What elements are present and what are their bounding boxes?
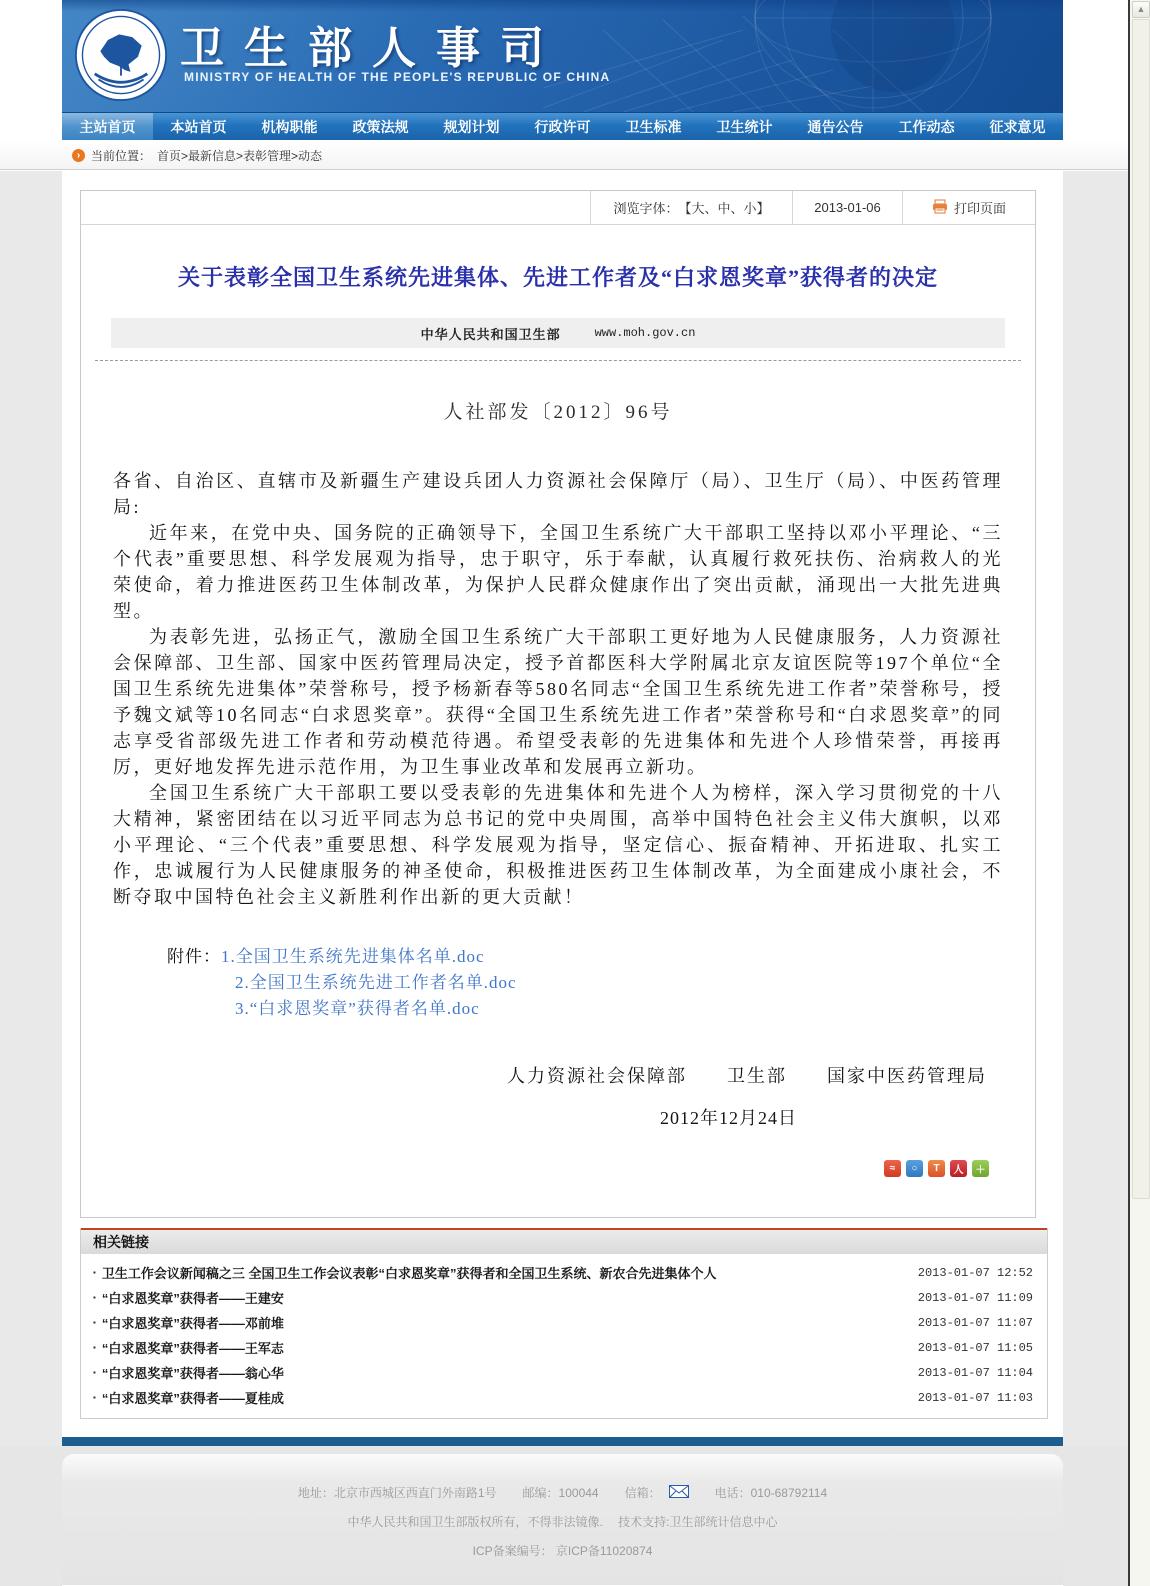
related-link[interactable]: “白求恩奖章”获得者——翁心华	[101, 1366, 284, 1381]
site-header	[62, 0, 1063, 112]
font-size-label: 浏览字体：	[613, 201, 679, 216]
footer-phone: 电话：010-68792114	[714, 1486, 828, 1500]
related-link-datetime: 2013-01-07 11:05	[917, 1340, 1033, 1355]
footer-postcode: 邮编：100044	[522, 1486, 599, 1500]
related-link-row	[91, 1360, 1037, 1385]
article-body	[81, 468, 1035, 910]
footer-icp: ICP备案编号： 京ICP备11020874	[472, 1544, 653, 1558]
related-link[interactable]: “白求恩奖章”获得者——王军志	[101, 1341, 284, 1356]
nav-item-announcements[interactable]: 通告公告	[807, 118, 864, 135]
bottom-divider-bar	[62, 1437, 1063, 1446]
site-subtitle: MINISTRY OF HEALTH OF THE PEOPLE'S REPUBLIC OF CHINA	[184, 70, 611, 84]
document-number: 人社部发〔2012〕96号	[443, 402, 673, 423]
sina-weibo-icon[interactable]: ≈	[884, 1160, 901, 1177]
dashed-divider	[95, 360, 1021, 361]
related-link-datetime: 2013-01-07 11:07	[917, 1315, 1033, 1330]
nav-item-admin-licensing[interactable]: 行政许可	[534, 118, 591, 135]
nav-item-site-home[interactable]: 本站首页	[170, 118, 227, 135]
related-link[interactable]: “白求恩奖章”获得者——邓前堆	[101, 1316, 284, 1331]
nav-item-health-standards[interactable]: 卫生标准	[625, 118, 682, 135]
article-source-bar	[111, 318, 1005, 348]
footer-mailbox-label: 信箱：	[624, 1486, 661, 1500]
article-date: 2013-01-06	[792, 191, 902, 224]
related-link-row	[91, 1385, 1037, 1410]
print-page-label: 打印页面	[953, 201, 1006, 216]
share-bar	[81, 1160, 1035, 1177]
paragraph: 各省、自治区、直辖市及新疆生产建设兵团人力资源社会保障厅（局）、卫生厅（局）、中医药管理局:	[113, 471, 1003, 517]
tencent-weibo-icon[interactable]: T	[928, 1160, 945, 1177]
article-title: 关于表彰全国卫生系统先进集体、先进工作者及“白求恩奖章”获得者的决定	[177, 265, 938, 290]
related-link-datetime: 2013-01-07 11:03	[917, 1390, 1033, 1405]
related-link-row	[91, 1260, 1037, 1285]
share-more-icon[interactable]: ＋	[972, 1160, 989, 1177]
footer-copyright: 中华人民共和国卫生部版权所有，不得非法镜像. 技术支持:卫生部统计信息中心	[347, 1515, 778, 1529]
related-link-datetime: 2013-01-07 12:52	[917, 1265, 1033, 1280]
font-size-options[interactable]: 【大、中、小】	[678, 201, 770, 216]
moh-emblem-logo	[74, 8, 168, 102]
nav-item-work-updates[interactable]: 工作动态	[898, 118, 955, 135]
bullet-icon: ▪	[93, 1293, 96, 1302]
nav-item-main-home[interactable]: 主站首页	[62, 113, 153, 140]
footer-contact-line	[62, 1484, 1063, 1501]
breadcrumb-arrow-icon: ›	[72, 149, 85, 162]
scroll-up-arrow[interactable]: ▲	[1132, 1, 1150, 18]
qzone-icon[interactable]: ○	[906, 1160, 923, 1177]
nav-item-policies[interactable]: 政策法规	[352, 118, 409, 135]
breadcrumb	[0, 141, 1128, 170]
nav-item-planning[interactable]: 规划计划	[443, 118, 500, 135]
related-link-datetime: 2013-01-07 11:04	[917, 1365, 1033, 1380]
content-column	[62, 171, 1063, 1446]
renren-icon[interactable]: 人	[950, 1160, 967, 1177]
footer	[0, 1446, 1128, 1586]
related-links-box	[80, 1228, 1048, 1419]
breadcrumb-path[interactable]: 首页>最新信息>表彰管理>动态	[157, 148, 323, 163]
related-link[interactable]: 卫生工作会议新闻稿之三 全国卫生工作会议表彰“白求恩奖章”获得者和全国卫生系统、新农合先进集体个人	[101, 1266, 717, 1281]
related-link-row	[91, 1285, 1037, 1310]
printer-icon	[932, 199, 948, 217]
font-size-control[interactable]	[590, 191, 792, 224]
bullet-icon: ▪	[93, 1318, 96, 1327]
issue-date: 2012年12月24日	[660, 1108, 797, 1128]
breadcrumb-label: 当前位置：	[91, 148, 152, 163]
nav-item-feedback[interactable]: 征求意见	[989, 118, 1046, 135]
related-link-datetime: 2013-01-07 11:09	[917, 1290, 1033, 1305]
related-links-list	[81, 1254, 1047, 1418]
attachments	[81, 944, 1035, 1022]
envelope-icon[interactable]	[669, 1485, 689, 1501]
globe-decoration	[543, 0, 1063, 112]
bullet-icon: ▪	[93, 1268, 96, 1277]
attachment-link[interactable]: 1.全国卫生系统先进集体名单.doc	[221, 947, 485, 966]
main-nav	[62, 112, 1063, 140]
site-title: 卫生部人事司	[180, 24, 564, 73]
related-link-row	[91, 1335, 1037, 1360]
attachment-link[interactable]: 3.“白求恩奖章”获得者名单.doc	[235, 999, 480, 1018]
vertical-scrollbar[interactable]	[1128, 0, 1150, 1586]
paragraph: 为表彰先进，弘扬正气，激励全国卫生系统广大干部职工更好地为人民健康服务，人力资源社会保障部、卫生部、国家中医药管理局决定，授予首都医科大学附属北京友谊医院等197个单位“全国卫生系统先进集体”荣誉称号，授予杨新春等580名同志“全国卫生系统先进工作者”荣誉称号，授予魏文斌等10名同志“白求恩奖章”。获得“全国卫生系统先进工作者”荣誉称号和“白求恩奖章”的同志享受省部级先进工作者和劳动模范待遇。希望受表彰的先进集体和先进个人珍惜荣誉，再接再厉，更好地发挥先进示范作用，为卫生事业改革和发展再立新功。	[113, 627, 1003, 777]
nav-item-org-functions[interactable]: 机构职能	[261, 118, 318, 135]
related-link[interactable]: “白求恩奖章”获得者——夏桂成	[101, 1391, 284, 1406]
source-name: 中华人民共和国卫生部	[420, 326, 561, 342]
footer-address: 地址：北京市西城区西直门外南路1号	[297, 1486, 497, 1500]
issuing-agencies: 人力资源社会保障部 卫生部 国家中医药管理局	[507, 1066, 987, 1086]
nav-item-health-statistics[interactable]: 卫生统计	[716, 118, 773, 135]
page-background	[0, 171, 1128, 1446]
print-page-button[interactable]	[902, 191, 1035, 224]
attachments-label: 附件：	[167, 947, 221, 966]
related-link[interactable]: “白求恩奖章”获得者——王建安	[101, 1291, 284, 1306]
related-link-row	[91, 1310, 1037, 1335]
paragraph: 全国卫生系统广大干部职工要以受表彰的先进集体和先进个人为榜样，深入学习贯彻党的十八大精神，紧密团结在以习近平同志为总书记的党中央周围，高举中国特色社会主义伟大旗帜，以邓小平理论、“三个代表”重要思想、科学发展观为指导，坚定信心、振奋精神、开拓进取、扎实工作，忠诚履行为人民健康服务的神圣使命，积极推进医药卫生体制改革，为全面建成小康社会，不断夺取中国特色社会主义新胜利作出新的更大贡献！	[113, 783, 1003, 907]
article-box	[80, 190, 1036, 1218]
paragraph: 近年来，在党中央、国务院的正确领导下，全国卫生系统广大干部职工坚持以邓小平理论、“三个代表”重要思想、科学发展观为指导，忠于职守，乐于奉献，认真履行救死扶伤、治病救人的光荣使命，着力推进医药卫生体制改革，为保护人民群众健康作出了突出贡献，涌现出一大批先进典型。	[113, 523, 1003, 621]
source-website: www.moh.gov.cn	[594, 326, 696, 340]
attachment-link[interactable]: 2.全国卫生系统先进工作者名单.doc	[235, 973, 517, 992]
bullet-icon: ▪	[93, 1343, 96, 1352]
footer-panel	[62, 1454, 1063, 1586]
article-toolbar	[81, 191, 1035, 225]
scrollbar-thumb[interactable]	[1132, 19, 1150, 1199]
bullet-icon: ▪	[93, 1393, 96, 1402]
bullet-icon: ▪	[93, 1368, 96, 1377]
related-links-header: 相关链接	[81, 1228, 1047, 1254]
